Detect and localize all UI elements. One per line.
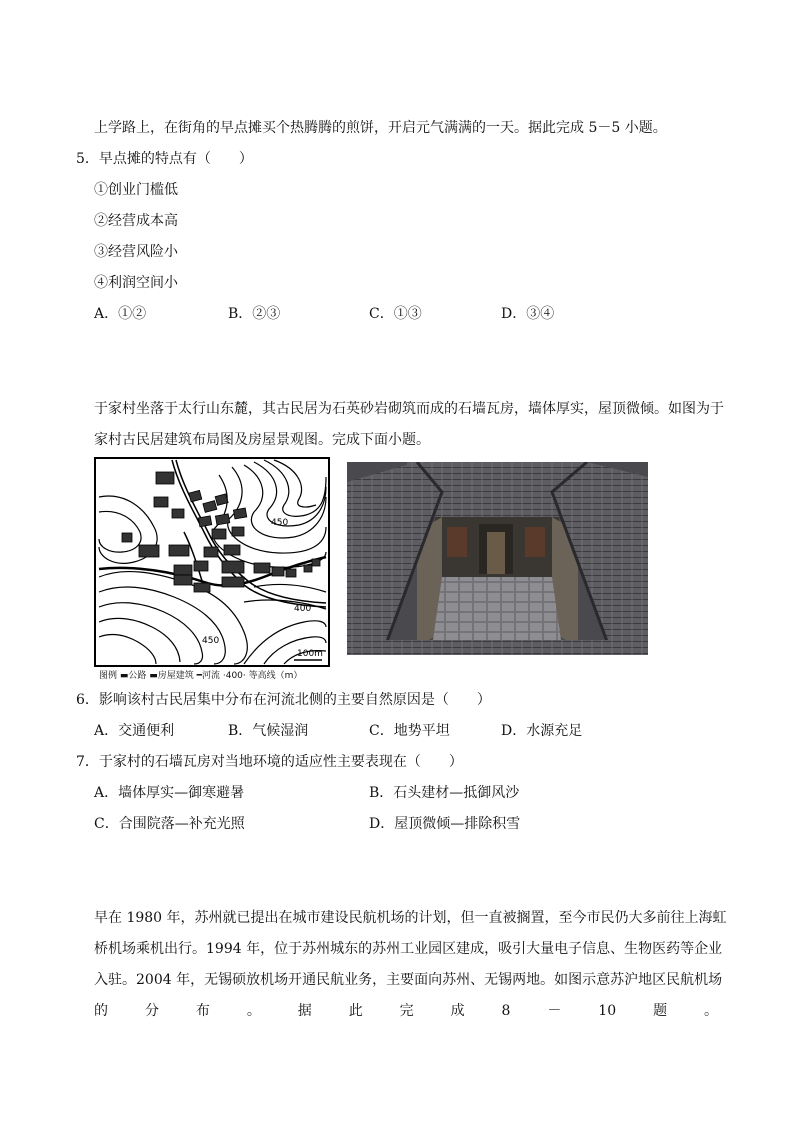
q6-option-a[interactable]: A．交通便利 <box>94 723 175 739</box>
q5-item-1: ①创业门槛低 <box>94 182 178 198</box>
token: 分 <box>144 1003 159 1019</box>
q7-option-d[interactable]: D．屋顶微倾—排除积雪 <box>369 816 521 832</box>
q5-item-3: ③经营风险小 <box>94 244 178 260</box>
q5-option-b[interactable]: B．②③ <box>228 306 281 322</box>
intro-text-2-line-1: 于家村坐落于太行山东麓，其古民居为石英砂岩砌筑而成的石墙瓦房，墙体厚实，屋顶微倾。如图为于 <box>94 401 724 417</box>
token: 10 <box>598 1003 617 1019</box>
token: 完 <box>399 1003 414 1019</box>
token: 成 <box>450 1003 465 1019</box>
q5-option-d[interactable]: D．③④ <box>501 306 555 322</box>
contour-label-400: 400 <box>294 604 312 614</box>
q6-option-c[interactable]: C．地势平坦 <box>369 723 450 739</box>
question-6-stem: 6．影响该村古民居集中分布在河流北侧的主要自然原因是（ ） <box>76 692 491 708</box>
intro-text-3-line-4 <box>94 1002 718 1020</box>
token: 据 <box>297 1003 312 1019</box>
token: 布 <box>195 1003 210 1019</box>
village-layout-map <box>94 457 330 667</box>
token: 8 <box>501 1003 511 1019</box>
q7-option-a[interactable]: A．墙体厚实—御寒避暑 <box>94 785 245 801</box>
contour-label-450-bottom: 450 <box>202 636 220 646</box>
question-5-stem: 5．早点摊的特点有（ ） <box>76 151 253 167</box>
q7-option-c[interactable]: C．合围院落—补充光照 <box>94 816 245 832</box>
q5-option-a[interactable]: A．①② <box>94 306 147 322</box>
token: － <box>547 1003 562 1019</box>
intro-text-3-line-1: 早在 1980 年，苏州就已提出在城市建设民航机场的计划，但一直被搁置，至今市民仍大多前往上海虹 <box>94 910 727 926</box>
intro-text-3-line-3: 入驻。2004 年，无锡硕放机场开通民航业务，主要面向苏州、无锡两地。如图示意苏沪地区民航机场 <box>94 972 723 988</box>
token: 此 <box>348 1003 363 1019</box>
q7-option-b[interactable]: B．石头建材—抵御风沙 <box>369 785 520 801</box>
map-scale-label: 100m <box>297 649 323 659</box>
token: 。 <box>704 1003 718 1019</box>
token: 的 <box>94 1003 108 1019</box>
q5-item-4: ④利润空间小 <box>94 275 178 291</box>
intro-text-3-line-2: 桥机场乘机出行。1994 年，位于苏州城东的苏州工业园区建成，吸引大量电子信息、生物医药等企业 <box>94 941 723 957</box>
contour-label-450-top: 450 <box>271 518 289 528</box>
q6-option-b[interactable]: B．气候湿润 <box>228 723 309 739</box>
q5-option-c[interactable]: C．①③ <box>369 306 422 322</box>
courtyard-house-photo <box>347 462 648 655</box>
map-legend: 图例 ▬公路 ▬房屋建筑 ━河流 ·400· 等高线（m） <box>99 671 303 681</box>
token: 。 <box>246 1003 261 1019</box>
token: 题 <box>653 1003 668 1019</box>
intro-text-1: 上学路上，在街角的早点摊买个热腾腾的煎饼，开启元气满满的一天。据此完成 5－5 小题。 <box>94 120 667 136</box>
intro-text-2-line-2: 家村古民居建筑布局图及房屋景观图。完成下面小题。 <box>94 432 430 448</box>
q5-item-2: ②经营成本高 <box>94 213 178 229</box>
question-7-stem: 7．于家村的石墙瓦房对当地环境的适应性主要表现在（ ） <box>76 754 463 770</box>
q6-option-d[interactable]: D．水源充足 <box>501 723 583 739</box>
